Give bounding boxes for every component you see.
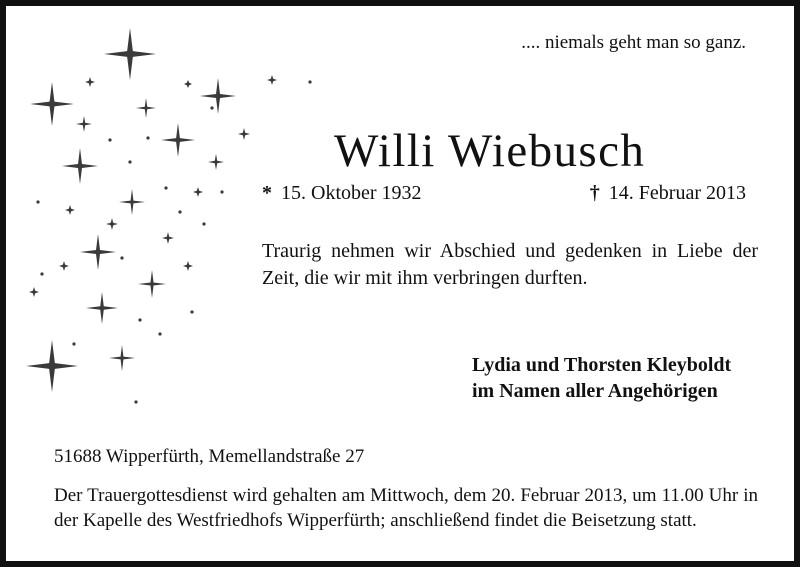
sparkle-star bbox=[208, 154, 224, 170]
sparkle-star bbox=[76, 116, 92, 132]
sparkle-star bbox=[65, 205, 75, 215]
sparkle-star bbox=[62, 148, 98, 184]
sparkle-star bbox=[106, 218, 118, 230]
birth-date-text: 15. Oktober 1932 bbox=[281, 182, 422, 204]
sparkle-dot bbox=[308, 80, 311, 83]
sparkle-star bbox=[183, 261, 193, 271]
sparkle-dot bbox=[108, 138, 111, 141]
sparkle-star bbox=[80, 234, 116, 270]
sparkle-dot bbox=[72, 342, 75, 345]
sparkle-dot bbox=[190, 310, 193, 313]
sparkle-dot bbox=[128, 160, 131, 163]
sparkle-dot bbox=[36, 200, 39, 203]
deceased-name: Willi Wiebusch bbox=[334, 125, 646, 177]
sparkle-star bbox=[29, 287, 39, 297]
sparkle-dot bbox=[164, 186, 167, 189]
sparkle-star bbox=[138, 270, 166, 298]
sparkle-star bbox=[238, 128, 250, 140]
sparkle-dot bbox=[138, 318, 141, 321]
sparkle-star bbox=[136, 98, 156, 118]
sparkle-star bbox=[26, 340, 78, 392]
sparkle-star bbox=[30, 82, 74, 126]
signature-line: Lydia und Thorsten Kleyboldt bbox=[472, 354, 732, 376]
sparkle-stars-icon bbox=[12, 12, 332, 432]
sparkle-star bbox=[104, 28, 156, 80]
death-date bbox=[590, 182, 746, 205]
sparkle-dot bbox=[202, 222, 205, 225]
sparkle-star bbox=[161, 123, 195, 157]
sparkle-star bbox=[162, 232, 174, 244]
sparkle-star bbox=[119, 189, 145, 215]
birth-date bbox=[262, 182, 422, 205]
sparkle-dot bbox=[178, 210, 181, 213]
sparkle-star bbox=[200, 78, 236, 114]
signature-block bbox=[472, 352, 731, 404]
sparkle-star bbox=[59, 261, 69, 271]
birth-symbol: * bbox=[262, 182, 272, 204]
death-date-text: 14. Februar 2013 bbox=[608, 182, 746, 204]
sparkle-star bbox=[86, 292, 118, 324]
signature-line: im Namen aller Angehörigen bbox=[472, 380, 718, 402]
sparkle-dot bbox=[210, 106, 213, 109]
sparkle-dot bbox=[120, 256, 123, 259]
death-symbol: † bbox=[589, 182, 600, 204]
mourning-text: Traurig nehmen wir Abschied und gedenken in Liebe der Zeit, die wir mit ihm verbringen durften. bbox=[262, 240, 758, 289]
sparkle-star bbox=[85, 77, 95, 87]
sparkle-star bbox=[184, 80, 192, 88]
sparkle-dot bbox=[158, 332, 161, 335]
funeral-service-text: Der Trauergottesdienst wird gehalten am Mittwoch, dem 20. Februar 2013, um 11.00 Uhr in der Kapelle des Westfriedhofs Wipperfürth; anschließend findet die Beisetzung statt. bbox=[54, 485, 758, 531]
sparkle-star bbox=[193, 187, 203, 197]
sparkle-dot bbox=[146, 136, 149, 139]
sparkle-star bbox=[109, 345, 135, 371]
sparkle-dot bbox=[134, 400, 137, 403]
sparkle-dot bbox=[220, 190, 223, 193]
address: 51688 Wipperfürth, Memellandstraße 27 bbox=[54, 446, 365, 467]
motto: .... niemals geht man so ganz. bbox=[521, 32, 746, 53]
sparkle-dot bbox=[40, 272, 43, 275]
sparkle-star bbox=[267, 75, 277, 85]
